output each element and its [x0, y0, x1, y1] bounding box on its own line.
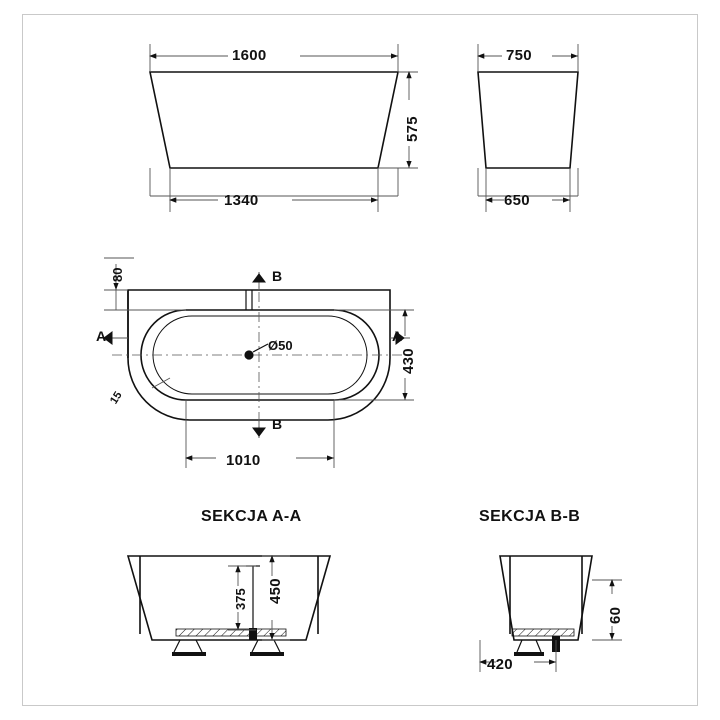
plan-drain-label: Ø50: [268, 338, 293, 353]
section-aa-title: SEKCJA A-A: [201, 508, 302, 525]
top-plan-drain: [245, 290, 268, 359]
plan-inner-length-label: 1010: [226, 452, 261, 469]
section-marker-b-top: B: [272, 268, 283, 284]
front-top-width-label: 1600: [232, 47, 267, 64]
side-elevation-geometry: [478, 72, 578, 168]
section-aa-geometry: [128, 556, 330, 656]
side-elevation-dimensions: [478, 44, 578, 212]
front-elevation-geometry: [150, 72, 398, 168]
front-bottom-width-label: 1340: [224, 192, 259, 209]
front-elevation-dimensions: [150, 44, 418, 212]
section-marker-a-left: A: [96, 328, 107, 344]
section-marker-a-right: A: [392, 328, 403, 344]
section-aa-inner-depth-label: 375: [233, 588, 248, 610]
section-bb-title: SEKCJA B-B: [479, 508, 581, 525]
section-bb-foot-height-label: 60: [607, 606, 624, 624]
plan-inner-width-label: 430: [400, 348, 417, 374]
section-marker-b-bottom: B: [272, 416, 283, 432]
plan-wall-thickness-label: 15: [108, 389, 125, 407]
side-top-width-label: 750: [506, 47, 532, 64]
front-height-label: 575: [404, 116, 421, 142]
section-bb-geometry: [500, 556, 592, 656]
section-bb-foot-width-label: 420: [487, 656, 513, 673]
side-bottom-width-label: 650: [504, 192, 530, 209]
plan-rim-thickness-label: 80: [110, 267, 125, 282]
top-plan-centerlines: [112, 272, 406, 438]
section-aa-outer-depth-label: 450: [267, 578, 284, 604]
